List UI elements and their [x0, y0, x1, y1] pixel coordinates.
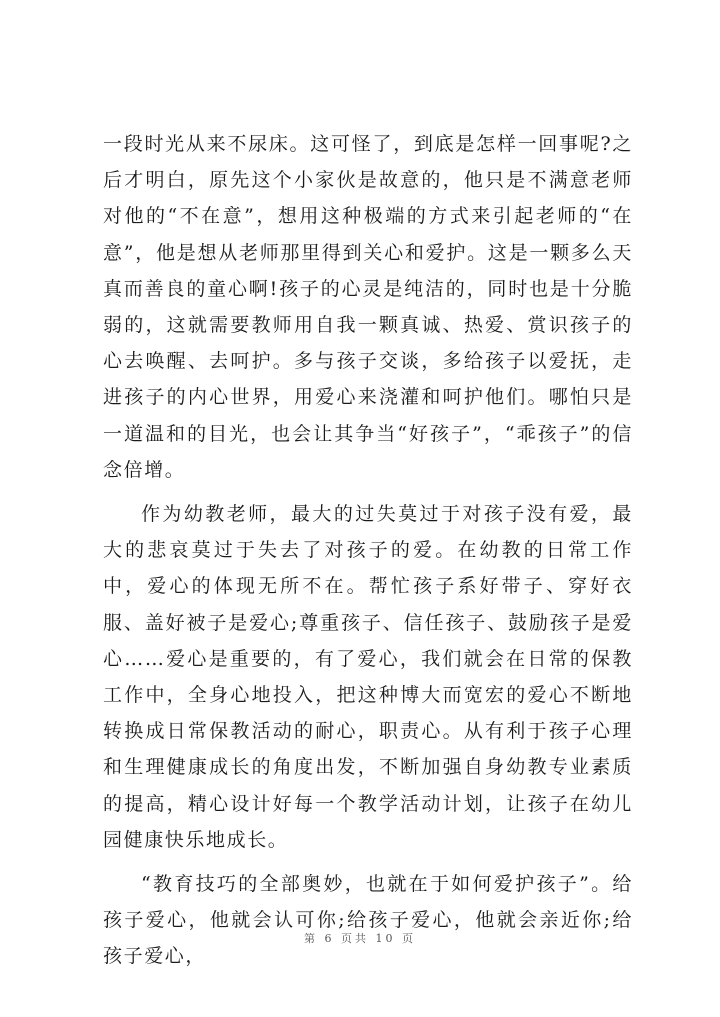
document-body [103, 126, 633, 975]
paragraph-education-quote: “教育技巧的全部奥妙，也就在于如何爱护孩子”。给孩子爱心，他就会认可你;给孩子爱心，他就会亲近你;给孩子爱心， [103, 873, 633, 968]
paragraph-love-teacher: 作为幼教老师，最大的过失莫过于对孩子没有爱，最大的悲哀莫过于失去了对孩子的爱。在幼教的日常工作中，爱心的体现无所不在。帮忙孩子系好带子、穿好衣服、盖好被子是爱心;尊重孩子、信任孩子、鼓励孩子是爱心……爱心是重要的，有了爱心，我们就会在日常的保教工作中，全身心地投入，把这种博大而宽宏的爱心不断地转换成日常保教活动的耐心，职责心。从有利于孩子心理和生理健康成长的角度出发，不断加强自身幼教专业素质的提高，精心设计好每一个教学活动计划，让孩子在幼儿园健康快乐地成长。 [103, 503, 633, 851]
paragraph-continued: 一段时光从来不尿床。这可怪了，到底是怎样一回事呢?之后才明白，原先这个小家伙是故意的，他只是不满意老师对他的“不在意”，想用这种极端的方式来引起老师的“在意”，他是想从老师那里得到关心和爱护。这是一颗多么天真而善良的童心啊!孩子的心灵是纯洁的，同时也是十分脆弱的，这就需要教师用自我一颗真诚、热爱、赏识孩子的心去唤醒、去呵护。多与孩子交谈，多给孩子以爱抚，走进孩子的内心世界，用爱心来浇灌和呵护他们。哪怕只是一道温和的目光，也会让其争当“好孩子”，“乖孩子”的信念倍增。 [103, 133, 633, 481]
page-number-footer: 第 6 页共 10 页 [304, 932, 416, 945]
